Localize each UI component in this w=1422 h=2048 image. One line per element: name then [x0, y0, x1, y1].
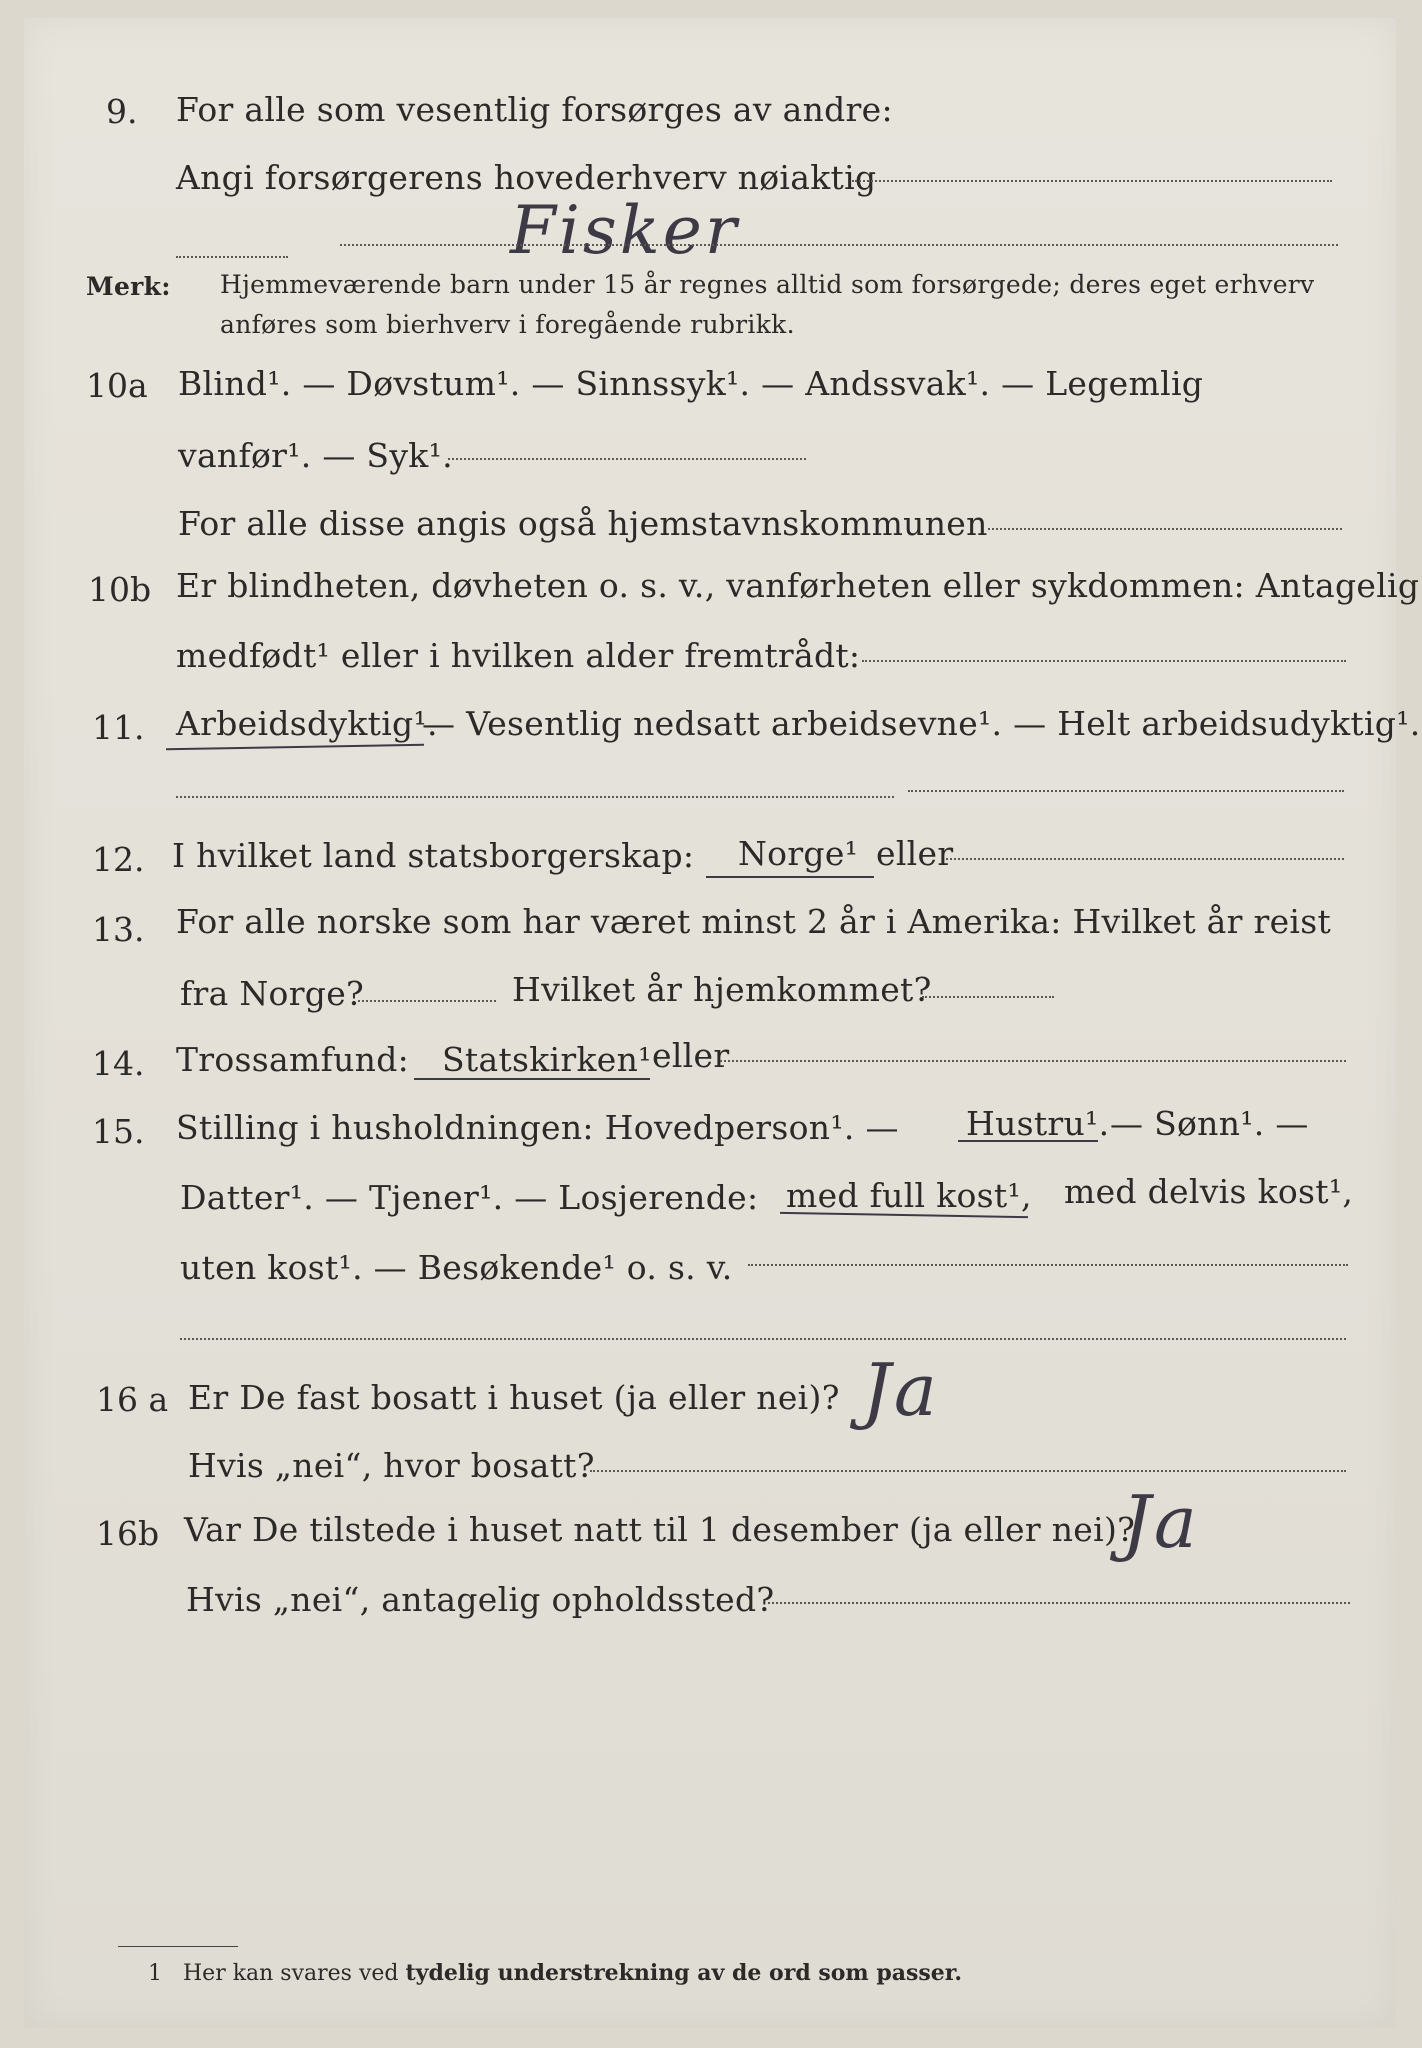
q13-dotted-line-2: [922, 996, 1054, 998]
merk-line1: Hjemmeværende barn under 15 år regnes alltid som forsørgede; deres eget erhverv: [220, 270, 1315, 299]
q14-opt: Statskirken¹: [442, 1040, 652, 1079]
q16b-line1: Var De tilstede i huset natt til 1 desember (ja eller nei)?: [184, 1510, 1136, 1549]
footnote-rule: [118, 1946, 238, 1947]
q12-dotted-line: [946, 858, 1344, 860]
q14-post: eller: [652, 1036, 730, 1075]
q11-answer-line-a: [176, 796, 894, 798]
q16b-handwritten-answer: Ja: [1122, 1480, 1200, 1564]
q9-answer-line-b: [340, 244, 1338, 246]
q11-answer-line-b: [908, 790, 1344, 792]
q9-dotted-line: [852, 180, 1332, 182]
footnote: [148, 1960, 962, 1986]
q13-line1: For alle norske som har været minst 2 år i Amerika: Hvilket år reist: [176, 902, 1332, 941]
q15-line1b: Hustru¹.: [966, 1104, 1110, 1143]
q9-number: 9.: [106, 92, 138, 131]
q12-post: eller: [876, 834, 954, 873]
q10a-line1: Blind¹. — Døvstum¹. — Sinnssyk¹. — Andssvak¹. — Legemlig: [178, 364, 1204, 403]
q10a-line2: vanfør¹. — Syk¹.: [178, 436, 453, 475]
q16a-line2: Hvis „nei“, hvor bosatt?: [188, 1446, 595, 1485]
q15-line2c: med delvis kost¹,: [1064, 1172, 1354, 1211]
q12-number: 12.: [92, 840, 145, 879]
q10b-number: 10b: [88, 570, 152, 609]
q13-line2a: fra Norge?: [180, 974, 365, 1013]
q15-dotted-line-1: [748, 1264, 1348, 1266]
footnote-mark: 1: [148, 1961, 162, 1986]
q14-pre: Trossamfund:: [176, 1040, 410, 1079]
q10a-number: 10a: [86, 366, 148, 405]
merk-label: Merk:: [86, 272, 171, 301]
q16a-dotted-line: [590, 1470, 1346, 1472]
q12-underline-mark: [706, 876, 874, 878]
q16a-number: 16 a: [96, 1380, 169, 1419]
q12-opt: Norge¹: [738, 834, 859, 873]
q9-handwritten-answer: Fisker: [510, 192, 740, 269]
q15-line1c: — Sønn¹. —: [1110, 1104, 1309, 1143]
footnote-text-bold: tydelig understrekning av de ord som passer.: [405, 1960, 962, 1986]
q16a-handwritten-answer: Ja: [862, 1348, 940, 1432]
q11-opt1: Arbeidsdyktig¹.: [176, 704, 438, 743]
q14-underline-mark: [414, 1078, 650, 1080]
q10a-line3: For alle disse angis også hjemstavnskommunen: [178, 504, 988, 543]
q10a-dotted-line-2: [988, 528, 1342, 530]
q13-line2b: Hvilket år hjemkommet?: [512, 970, 932, 1009]
q15-line2b: med full kost¹,: [786, 1176, 1032, 1215]
q13-dotted-line-1: [358, 1000, 496, 1002]
q16b-line2: Hvis „nei“, antagelig opholdssted?: [186, 1580, 775, 1619]
q10b-dotted-line: [862, 660, 1346, 662]
q15-dotted-line-2: [180, 1338, 1346, 1340]
q15-underline-hustru: [958, 1140, 1098, 1142]
q16b-number: 16b: [96, 1514, 160, 1553]
q16b-dotted-line: [768, 1602, 1350, 1604]
q11-rest: — Vesentlig nedsatt arbeidsevne¹. — Helt arbeidsudyktig¹.: [422, 704, 1421, 743]
q14-number: 14.: [92, 1044, 145, 1083]
q9-line2: Angi forsørgerens hovederhverv nøiaktig: [176, 158, 877, 197]
q11-number: 11.: [92, 708, 145, 747]
q16a-line1: Er De fast bosatt i huset (ja eller nei)?: [188, 1378, 840, 1417]
q15-line2a: Datter¹. — Tjener¹. — Losjerende:: [180, 1178, 759, 1217]
q9-line1: For alle som vesentlig forsørges av andre:: [176, 90, 893, 129]
q14-dotted-line: [720, 1060, 1346, 1062]
q10a-dotted-line-1: [448, 458, 806, 460]
q10b-line1: Er blindheten, døvheten o. s. v., vanførheten eller sykdommen: Antagelig: [176, 566, 1420, 605]
q15-line3: uten kost¹. — Besøkende¹ o. s. v.: [180, 1248, 733, 1287]
q9-answer-line-a: [176, 256, 288, 258]
merk-line2: anføres som bierhverv i foregående rubrikk.: [220, 310, 795, 339]
q12-pre: I hvilket land statsborgerskap:: [172, 836, 695, 875]
footnote-text-plain: Her kan svares ved: [182, 1961, 399, 1986]
q13-number: 13.: [92, 910, 145, 949]
q15-number: 15.: [92, 1112, 145, 1151]
q15-line1a: Stilling i husholdningen: Hovedperson¹. —: [176, 1108, 899, 1147]
q10b-line2: medfødt¹ eller i hvilken alder fremtrådt:: [176, 636, 861, 675]
